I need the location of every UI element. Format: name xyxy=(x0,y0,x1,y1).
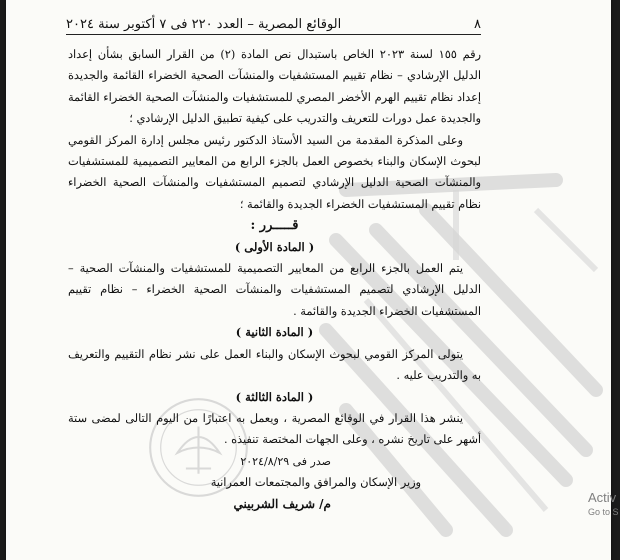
header-divider xyxy=(66,34,481,35)
article-2-heading: ( المادة الثانية ) xyxy=(235,325,314,340)
minister-title: وزير الإسكان والمرافق والمجتمعات العمرانية xyxy=(210,476,421,490)
issued-date: صدر فى ٢٠٢٤/٨/٢٩ xyxy=(240,454,331,468)
article-3-heading: ( المادة الثالثة ) xyxy=(235,389,314,404)
preamble-paragraph: رقم ١٥٥ لسنة ٢٠٢٣ الخاص باستبدال نص المادة (٢) من القرار السابق بشأن إعداد الدليل الإرشادي – نظام تقييم المستشفيات والمنشآت الصحية الخضراء القائمة والجديدة إعداد نظام تقييم الهرم الأخضر المصري للمستشفيات والمنشآت الصحية الخضراء القائمة والجديدة عمل دورات للتعريف والتدريب على كيفية تطبيق الدليل الإرشادي ؛ xyxy=(68,48,482,126)
document-page xyxy=(6,0,611,560)
memo-paragraph: وعلى المذكرة المقدمة من السيد الأستاذ الدكتور رئيس مجلس إدارة المركز القومي لبحوث الإسكان والبناء بخصوص العمل بالجزء الرابع من المعايير التصميمية للمستشفيات والمنشآت الصحية الدليل الإرشادي لتصميم المستشفيات والمنشآت الصحية الخضراء نظام تقييم المستشفيات الخضراء الجديدة والقائمة ؛ xyxy=(68,133,481,211)
gazette-issue-line: الوقائع المصرية – العدد ٢٢٠ فى ٧ أكتوبر سنة ٢٠٢٤ xyxy=(66,17,342,32)
windows-activation-overlay xyxy=(588,490,619,517)
minister-signature-name: م/ شريف الشربيني xyxy=(233,496,331,511)
page-number: ٨ xyxy=(474,17,481,32)
article-3-text: ينشر هذا القرار في الوقائع المصرية ، ويعمل به اعتبارًا من اليوم التالى لمضى ستة أشهر على تاريخ نشره ، وعلى الجهات المختصة تنفيذه . xyxy=(68,411,481,447)
page-header xyxy=(66,6,481,32)
article-2-text: يتولى المركز القومي لبحوث الإسكان والبناء العمل على نشر نظام التقييم والتعريف به والتدريب عليه . xyxy=(68,347,481,383)
decree-body xyxy=(68,44,481,515)
activation-title: Activ xyxy=(588,490,617,505)
activation-subtitle: Go to S xyxy=(588,507,619,517)
article-1-heading: ( المادة الأولى ) xyxy=(234,239,315,254)
decree-title: قـــــرر : xyxy=(250,218,299,234)
article-1-text: يتم العمل بالجزء الرابع من المعايير التصميمية للمستشفيات والمنشآت الصحية – الدليل الإرشادي لتصميم المستشفيات والمنشآت الصحية الخضراء – نظام تقييم المستشفيات الخضراء الجديدة والقائمة . xyxy=(68,262,481,318)
